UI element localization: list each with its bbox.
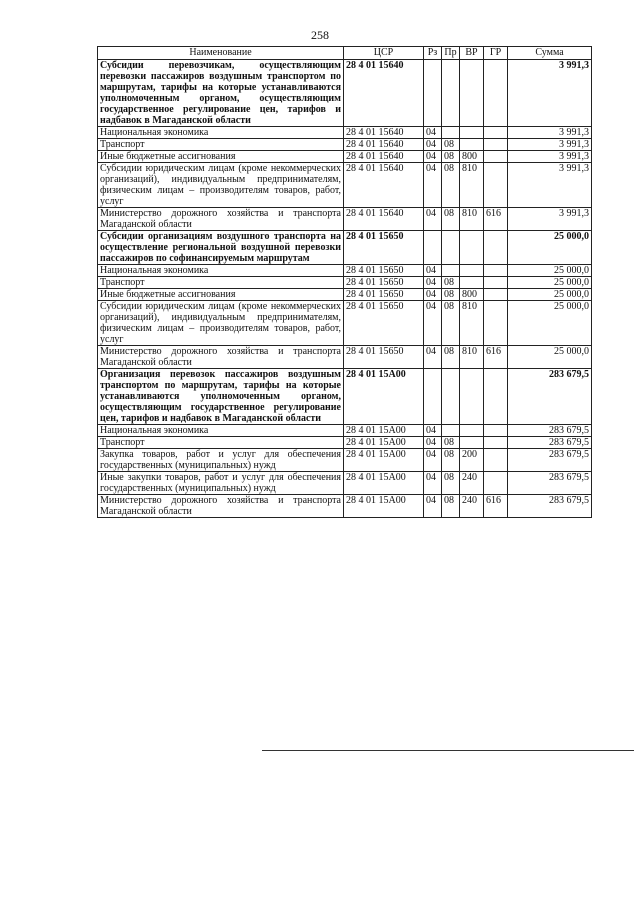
divider-line: [262, 750, 634, 751]
cell-pr: [442, 425, 460, 437]
cell-name: Иные бюджетные ассигнования: [98, 289, 344, 301]
cell-sum: 283 679,5: [508, 472, 592, 495]
cell-vr: 800: [460, 151, 484, 163]
cell-pr: 08: [442, 437, 460, 449]
cell-sum: 283 679,5: [508, 369, 592, 425]
cell-sum: 25 000,0: [508, 231, 592, 265]
cell-gr: [484, 139, 508, 151]
cell-pr: 08: [442, 346, 460, 369]
cell-sum: 25 000,0: [508, 265, 592, 277]
cell-sum: 3 991,3: [508, 139, 592, 151]
cell-rz: 04: [424, 495, 442, 518]
cell-sum: 25 000,0: [508, 346, 592, 369]
header-rz: Рз: [424, 47, 442, 60]
cell-csr: 28 4 01 15А00: [344, 425, 424, 437]
cell-sum: 283 679,5: [508, 425, 592, 437]
table-row: [98, 151, 592, 163]
cell-gr: [484, 369, 508, 425]
table-body: [98, 60, 592, 518]
table-row: [98, 208, 592, 231]
table-row: [98, 139, 592, 151]
table-row: [98, 369, 592, 425]
cell-gr: [484, 437, 508, 449]
cell-pr: 08: [442, 472, 460, 495]
cell-sum: 283 679,5: [508, 495, 592, 518]
table-row: [98, 231, 592, 265]
cell-vr: 200: [460, 449, 484, 472]
cell-pr: 08: [442, 163, 460, 208]
cell-name: Национальная экономика: [98, 265, 344, 277]
cell-gr: [484, 472, 508, 495]
cell-rz: 04: [424, 449, 442, 472]
table-row: [98, 495, 592, 518]
cell-vr: 810: [460, 163, 484, 208]
cell-name: Министерство дорожного хозяйства и транспорта Магаданской области: [98, 208, 344, 231]
table-row: [98, 127, 592, 139]
cell-vr: [460, 265, 484, 277]
cell-rz: 04: [424, 301, 442, 346]
cell-gr: [484, 289, 508, 301]
cell-sum: 3 991,3: [508, 127, 592, 139]
cell-name: Национальная экономика: [98, 127, 344, 139]
cell-name: Закупка товаров, работ и услуг для обеспечения государственных (муниципальных) нужд: [98, 449, 344, 472]
table-row: [98, 60, 592, 127]
cell-sum: 3 991,3: [508, 208, 592, 231]
cell-sum: 283 679,5: [508, 449, 592, 472]
cell-rz: 04: [424, 289, 442, 301]
cell-pr: [442, 60, 460, 127]
cell-vr: 240: [460, 472, 484, 495]
cell-rz: 04: [424, 163, 442, 208]
cell-pr: [442, 369, 460, 425]
cell-pr: 08: [442, 139, 460, 151]
cell-sum: 25 000,0: [508, 301, 592, 346]
cell-pr: 08: [442, 151, 460, 163]
cell-pr: [442, 265, 460, 277]
cell-csr: 28 4 01 15650: [344, 231, 424, 265]
cell-csr: 28 4 01 15А00: [344, 369, 424, 425]
cell-gr: [484, 301, 508, 346]
cell-csr: 28 4 01 15640: [344, 139, 424, 151]
cell-pr: [442, 231, 460, 265]
cell-rz: 04: [424, 472, 442, 495]
cell-name: Субсидии юридическим лицам (кроме некоммерческих организаций), индивидуальным предпринимателям, физическим лицам – производителям товаров, работ, услуг: [98, 301, 344, 346]
cell-vr: [460, 425, 484, 437]
cell-pr: 08: [442, 449, 460, 472]
header-vr: ВР: [460, 47, 484, 60]
table-row: [98, 346, 592, 369]
cell-gr: [484, 425, 508, 437]
cell-rz: 04: [424, 139, 442, 151]
cell-rz: 04: [424, 127, 442, 139]
cell-sum: 283 679,5: [508, 437, 592, 449]
cell-name: Иные бюджетные ассигнования: [98, 151, 344, 163]
cell-gr: [484, 151, 508, 163]
cell-gr: [484, 277, 508, 289]
cell-pr: 08: [442, 301, 460, 346]
table-row: [98, 449, 592, 472]
cell-sum: 3 991,3: [508, 60, 592, 127]
cell-name: Субсидии юридическим лицам (кроме некоммерческих организаций), индивидуальным предпринимателям, физическим лицам – производителям товаров, работ, услуг: [98, 163, 344, 208]
page-number: 258: [311, 28, 329, 42]
cell-vr: 240: [460, 495, 484, 518]
cell-vr: [460, 369, 484, 425]
header-gr: ГР: [484, 47, 508, 60]
cell-vr: [460, 127, 484, 139]
cell-sum: 25 000,0: [508, 277, 592, 289]
cell-rz: [424, 231, 442, 265]
cell-gr: 616: [484, 346, 508, 369]
cell-csr: 28 4 01 15А00: [344, 437, 424, 449]
cell-vr: [460, 139, 484, 151]
table-row: [98, 277, 592, 289]
cell-sum: 3 991,3: [508, 163, 592, 208]
cell-csr: 28 4 01 15650: [344, 301, 424, 346]
cell-csr: 28 4 01 15640: [344, 163, 424, 208]
table-row: [98, 425, 592, 437]
cell-vr: [460, 60, 484, 127]
budget-table: [97, 46, 592, 518]
cell-rz: 04: [424, 208, 442, 231]
cell-csr: 28 4 01 15650: [344, 265, 424, 277]
cell-gr: [484, 127, 508, 139]
table-header: [98, 47, 592, 60]
header-name: Наименование: [98, 47, 344, 60]
cell-name: Министерство дорожного хозяйства и транспорта Магаданской области: [98, 346, 344, 369]
cell-csr: 28 4 01 15650: [344, 277, 424, 289]
cell-csr: 28 4 01 15640: [344, 208, 424, 231]
cell-csr: 28 4 01 15650: [344, 289, 424, 301]
cell-name: Организация перевозок пассажиров воздушным транспортом по маршрутам, тарифы на которые устанавливаются уполномоченным органом, осуществляющим государственное регулирование цен, тарифов и надбавок в Магаданской области: [98, 369, 344, 425]
cell-csr: 28 4 01 15640: [344, 60, 424, 127]
cell-sum: 3 991,3: [508, 151, 592, 163]
cell-vr: [460, 231, 484, 265]
cell-rz: 04: [424, 151, 442, 163]
cell-pr: 08: [442, 289, 460, 301]
cell-gr: [484, 163, 508, 208]
cell-rz: 04: [424, 425, 442, 437]
cell-vr: [460, 277, 484, 289]
cell-gr: [484, 231, 508, 265]
cell-name: Национальная экономика: [98, 425, 344, 437]
cell-gr: 616: [484, 208, 508, 231]
cell-rz: 04: [424, 346, 442, 369]
cell-rz: 04: [424, 277, 442, 289]
cell-name: Министерство дорожного хозяйства и транспорта Магаданской области: [98, 495, 344, 518]
table-row: [98, 437, 592, 449]
cell-vr: 810: [460, 346, 484, 369]
cell-name: Субсидии организациям воздушного транспорта на осуществление региональной воздушной перевозки пассажиров по софинансируемым маршрутам: [98, 231, 344, 265]
cell-csr: 28 4 01 15А00: [344, 495, 424, 518]
cell-csr: 28 4 01 15640: [344, 151, 424, 163]
table-row: [98, 265, 592, 277]
cell-gr: [484, 449, 508, 472]
table-row: [98, 163, 592, 208]
cell-rz: 04: [424, 437, 442, 449]
cell-pr: 08: [442, 277, 460, 289]
cell-csr: 28 4 01 15А00: [344, 472, 424, 495]
cell-name: Иные закупки товаров, работ и услуг для обеспечения государственных (муниципальных) нужд: [98, 472, 344, 495]
cell-pr: 08: [442, 208, 460, 231]
cell-gr: 616: [484, 495, 508, 518]
cell-name: Транспорт: [98, 277, 344, 289]
header-csr: ЦСР: [344, 47, 424, 60]
cell-sum: 25 000,0: [508, 289, 592, 301]
cell-vr: 800: [460, 289, 484, 301]
cell-name: Субсидии перевозчикам, осуществляющим перевозки пассажиров воздушным транспортом по маршрутам, тарифы на которые устанавливаются уполномоченным органом, осуществляющим государственное регулирование цен, тарифов и надбавок в Магаданской области: [98, 60, 344, 127]
cell-gr: [484, 60, 508, 127]
table-row: [98, 289, 592, 301]
table-row: [98, 472, 592, 495]
cell-gr: [484, 265, 508, 277]
cell-vr: 810: [460, 301, 484, 346]
cell-pr: 08: [442, 495, 460, 518]
cell-csr: 28 4 01 15640: [344, 127, 424, 139]
cell-rz: [424, 60, 442, 127]
cell-name: Транспорт: [98, 139, 344, 151]
cell-pr: [442, 127, 460, 139]
header-sum: Сумма: [508, 47, 592, 60]
cell-csr: 28 4 01 15А00: [344, 449, 424, 472]
cell-name: Транспорт: [98, 437, 344, 449]
cell-csr: 28 4 01 15650: [344, 346, 424, 369]
cell-vr: 810: [460, 208, 484, 231]
cell-vr: [460, 437, 484, 449]
table-row: [98, 301, 592, 346]
cell-rz: 04: [424, 265, 442, 277]
header-pr: Пр: [442, 47, 460, 60]
cell-rz: [424, 369, 442, 425]
